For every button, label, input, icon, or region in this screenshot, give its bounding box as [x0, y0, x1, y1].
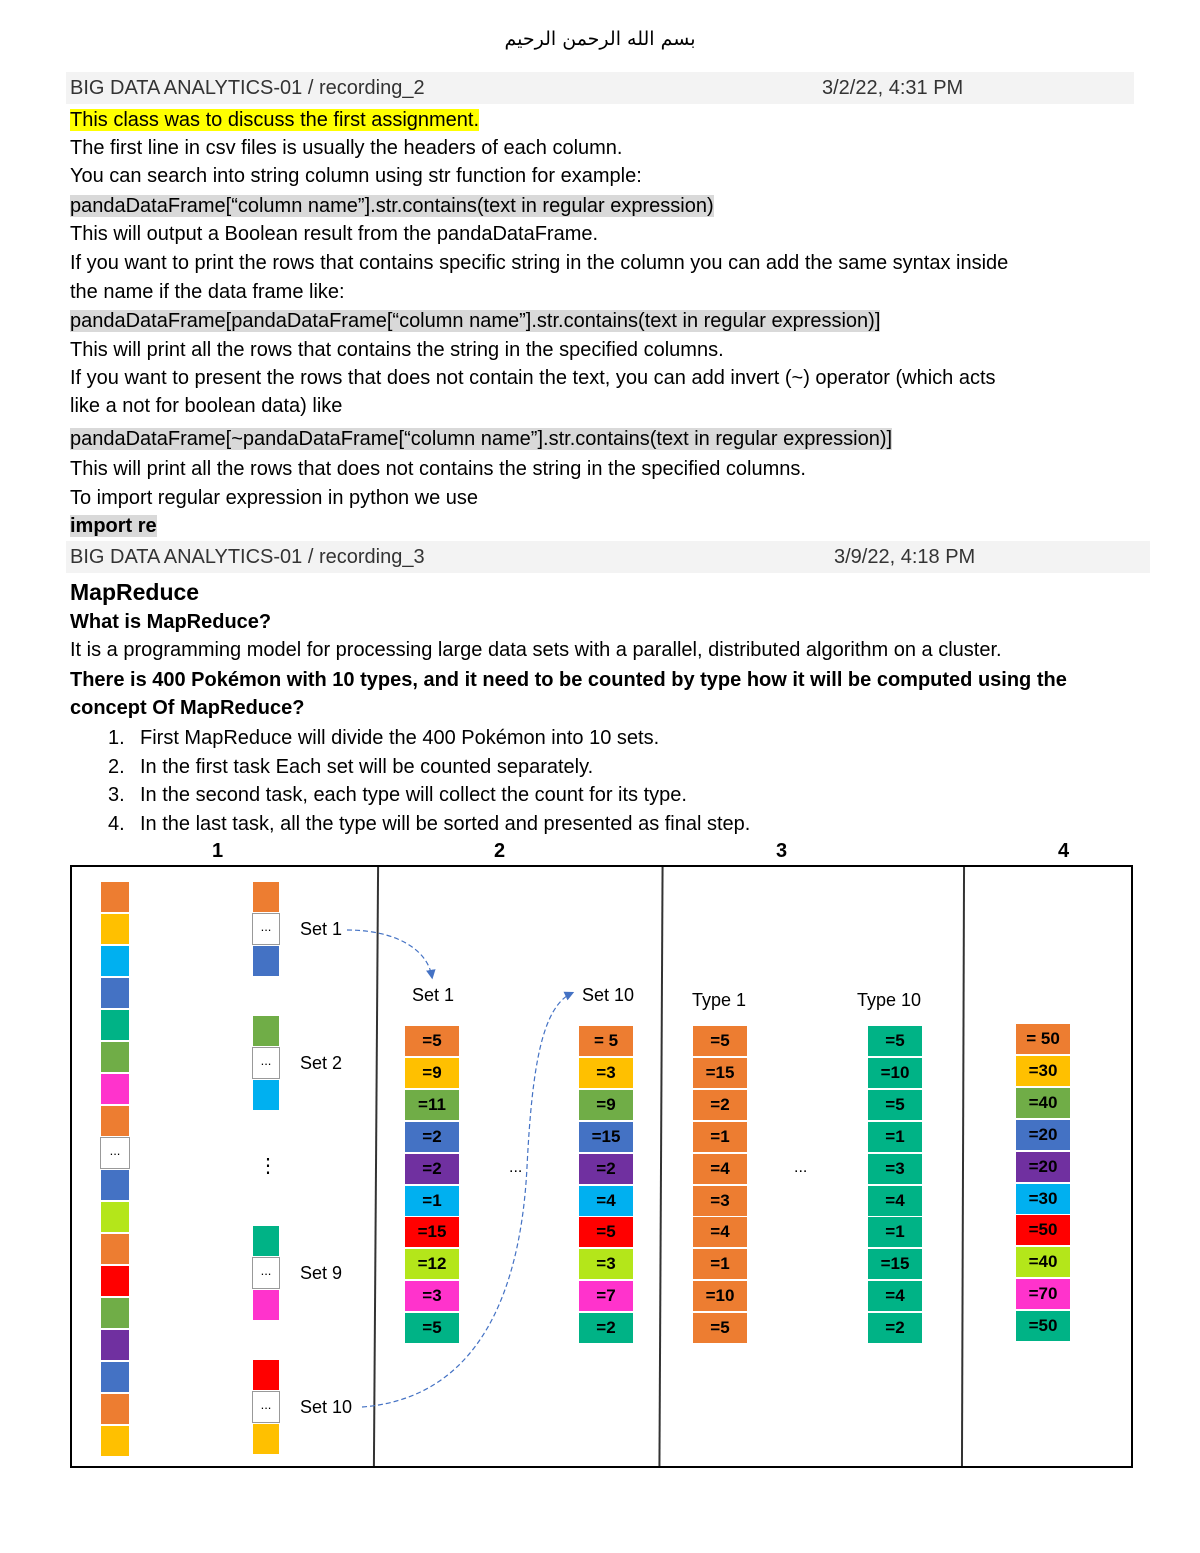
final-count-cell: =50: [1015, 1310, 1071, 1342]
col2-label: Set 1: [412, 985, 455, 1005]
set-cell: [252, 1359, 280, 1391]
type10-count-cell: =2: [867, 1312, 923, 1344]
final-count-cell: =40: [1015, 1087, 1071, 1119]
set10-count-cell: =7: [578, 1280, 634, 1312]
set1-count-cell: =2: [404, 1153, 460, 1185]
set10-count-cell: =2: [578, 1153, 634, 1185]
type10-count-cell: =5: [867, 1089, 923, 1121]
type1-count-cell: =5: [692, 1312, 748, 1344]
set10-count-cell: = 5: [578, 1025, 634, 1057]
final-count-cell: = 50: [1015, 1023, 1071, 1055]
problem-line: concept Of MapReduce?: [70, 697, 305, 719]
pokemon-cell: [100, 1169, 130, 1201]
type10-count-cell: =1: [867, 1216, 923, 1248]
type10-count-cell: =5: [867, 1025, 923, 1057]
pokemon-cell: [100, 1201, 130, 1233]
set1-count-cell: =15: [404, 1216, 460, 1248]
set-label: Set 10: [300, 1397, 353, 1417]
set-cell: [252, 881, 280, 913]
note-line: This will print all the rows that does not contains the string in the specified columns.: [70, 458, 806, 480]
type1-count-cell: =15: [692, 1057, 748, 1089]
type10-count-cell: =10: [867, 1057, 923, 1089]
note-line: This will output a Boolean result from the pandaDataFrame.: [70, 223, 599, 245]
pokemon-cell: [100, 1361, 130, 1393]
type10-count-cell: =1: [867, 1121, 923, 1153]
type10-count-cell: =4: [867, 1185, 923, 1217]
recording-3-header: [66, 541, 1150, 573]
pokemon-cell: [100, 1073, 130, 1105]
set10-count-cell: =3: [578, 1057, 634, 1089]
pokemon-cell: [100, 1041, 130, 1073]
col2-label: Set 10: [582, 985, 635, 1005]
type1-count-cell: =1: [692, 1121, 748, 1153]
type1-count-cell: =4: [692, 1216, 748, 1248]
list-item: 2. In the first task Each set will be counted separately.: [108, 755, 594, 778]
set1-count-cell: =9: [404, 1057, 460, 1089]
type1-count-cell: =5: [692, 1025, 748, 1057]
ellipsis: ...: [509, 1159, 523, 1176]
set10-count-cell: =4: [578, 1185, 634, 1217]
final-count-cell: =40: [1015, 1246, 1071, 1278]
set-cell: [252, 945, 280, 977]
pokemon-cell: [100, 1297, 130, 1329]
set-cell: ...: [252, 913, 280, 945]
set1-count-cell: =5: [404, 1025, 460, 1057]
problem-line: There is 400 Pokémon with 10 types, and it need to be counted by type how it will be computed using the: [70, 669, 1067, 691]
set10-count-cell: =15: [578, 1121, 634, 1153]
pokemon-cell: [100, 1009, 130, 1041]
col3-label: Type 10: [857, 990, 922, 1010]
type1-count-cell: =1: [692, 1248, 748, 1280]
list-item: 3. In the second task, each type will collect the count for its type.: [108, 784, 687, 806]
set10-count-cell: =3: [578, 1248, 634, 1280]
question: What is MapReduce?: [70, 611, 272, 633]
bismillah: بسم الله الرحمن الرحيم: [504, 28, 696, 50]
set1-count-cell: =12: [404, 1248, 460, 1280]
ellipsis: ...: [794, 1159, 808, 1176]
final-count-cell: =20: [1015, 1151, 1071, 1183]
type10-count-cell: =4: [867, 1280, 923, 1312]
type1-count-cell: =4: [692, 1153, 748, 1185]
final-count-cell: =20: [1015, 1119, 1071, 1151]
column-number: 3: [776, 840, 788, 862]
steps-list: [70, 724, 750, 838]
pokemon-cell: [100, 913, 130, 945]
pokemon-cell: [100, 1329, 130, 1361]
note-line: If you want to present the rows that does not contain the text, you can add invert (~) operator (which acts: [70, 367, 996, 389]
set10-count-cell: =5: [578, 1216, 634, 1248]
set1-count-cell: =1: [404, 1185, 460, 1217]
set-cell: ...: [252, 1391, 280, 1423]
final-count-cell: =50: [1015, 1214, 1071, 1246]
final-count-cell: =30: [1015, 1055, 1071, 1087]
set-cell: ...: [252, 1257, 280, 1289]
note-line: This will print all the rows that contains the string in the specified columns.: [70, 339, 724, 361]
pokemon-cell: [100, 977, 130, 1009]
set-label: Set 9: [300, 1263, 343, 1283]
column-number: 1: [212, 840, 224, 862]
col3-label: Type 1: [692, 990, 747, 1010]
pokemon-cell: [100, 945, 130, 977]
note-line: This class was to discuss the first assignment.: [70, 109, 480, 131]
vertical-ellipsis: ⋮: [258, 1155, 278, 1177]
pokemon-cell: [100, 881, 130, 913]
note-line: You can search into string column using str function for example:: [70, 165, 642, 187]
section-heading: MapReduce: [70, 579, 200, 605]
answer: It is a programming model for processing large data sets with a parallel, distributed algorithm on a cluster.: [70, 639, 1002, 661]
mapreduce-diagram: [70, 865, 1133, 1468]
arrow-set10: [362, 993, 572, 1407]
recording-3-title: BIG DATA ANALYTICS-01 / recording_3: [70, 546, 425, 568]
final-count-cell: =30: [1015, 1183, 1071, 1215]
set-cell: [252, 1015, 280, 1047]
set-cell: [252, 1225, 280, 1257]
column-number: 2: [494, 840, 506, 862]
type10-count-cell: =15: [867, 1248, 923, 1280]
set-label: Set 2: [300, 1053, 343, 1073]
code-line: pandaDataFrame[pandaDataFrame[“column name”].str.contains(text in regular expression)]: [70, 310, 881, 332]
set-label: Set 1: [300, 919, 343, 939]
type1-count-cell: =10: [692, 1280, 748, 1312]
set-cell: [252, 1289, 280, 1321]
type1-count-cell: =3: [692, 1185, 748, 1217]
recording-2-date: 3/2/22, 4:31 PM: [822, 77, 964, 99]
list-item: 1. First MapReduce will divide the 400 Pokémon into 10 sets.: [108, 727, 660, 749]
set1-count-cell: =5: [404, 1312, 460, 1344]
set-cell: [252, 1423, 280, 1455]
code-line: pandaDataFrame[“column name”].str.contains(text in regular expression): [70, 195, 714, 217]
arrow-set1: [347, 930, 432, 977]
set1-count-cell: =11: [404, 1089, 460, 1121]
list-item: 4. In the last task, all the type will be sorted and presented as final step.: [108, 812, 751, 835]
final-count-cell: =70: [1015, 1278, 1071, 1310]
pokemon-cell: [100, 1105, 130, 1137]
pokemon-cell: [100, 1393, 130, 1425]
set1-count-cell: =3: [404, 1280, 460, 1312]
set10-count-cell: =9: [578, 1089, 634, 1121]
set10-count-cell: =2: [578, 1312, 634, 1344]
column-number: 4: [1058, 840, 1070, 862]
pokemon-cell: [100, 1425, 130, 1457]
set-cell: [252, 1079, 280, 1111]
pokemon-cell: [100, 1265, 130, 1297]
code-line: pandaDataFrame[~pandaDataFrame[“column name”].str.contains(text in regular expression)]: [70, 428, 893, 450]
set1-count-cell: =2: [404, 1121, 460, 1153]
note-line: The first line in csv files is usually the headers of each column.: [70, 137, 623, 159]
recording-3-date: 3/9/22, 4:18 PM: [834, 546, 976, 568]
recording-2-header: [66, 72, 1134, 104]
pokemon-cell: [100, 1233, 130, 1265]
type1-count-cell: =2: [692, 1089, 748, 1121]
note-line: the name if the data frame like:: [70, 281, 345, 303]
note-line: To import regular expression in python we use: [70, 487, 478, 509]
type10-count-cell: =3: [867, 1153, 923, 1185]
code-line: import re: [70, 515, 157, 537]
note-line: like a not for boolean data) like: [70, 395, 343, 417]
note-line: If you want to print the rows that contains specific string in the column you can add the same syntax inside: [70, 252, 1009, 274]
pokemon-cell: ...: [100, 1137, 130, 1169]
set-cell: ...: [252, 1047, 280, 1079]
recording-2-title: BIG DATA ANALYTICS-01 / recording_2: [70, 77, 425, 99]
